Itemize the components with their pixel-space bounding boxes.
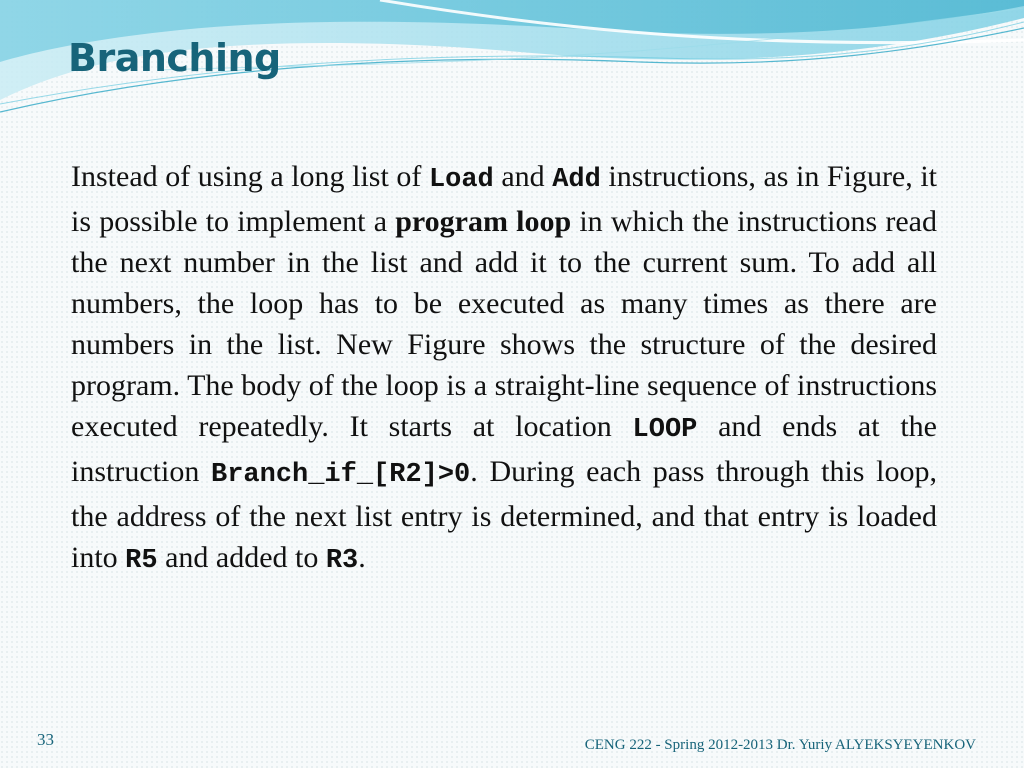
body-text-segment: and ends at the instruction (71, 410, 937, 488)
body-text-segment: and added to (157, 541, 326, 574)
slide-body-text (71, 156, 937, 582)
body-text-segment: and (493, 160, 553, 193)
code-branch-instruction: Branch_if_[R2]>0 (211, 460, 471, 490)
code-add: Add (552, 165, 601, 195)
term-program-loop: program loop (395, 205, 572, 238)
code-register-r5: R5 (125, 546, 158, 576)
footer-course-author: CENG 222 - Spring 2012-2013 Dr. Yuriy ALYEKSYEYENKOV (584, 737, 976, 753)
body-text-segment: . During each pass through this loop, the address of the next list entry is determined, and that entry is loaded into (71, 455, 937, 574)
body-text-segment: Instead of using a long list of (71, 160, 429, 193)
body-text-segment: . (358, 541, 366, 574)
code-load: Load (428, 165, 494, 195)
page-number: 33 (37, 730, 54, 749)
code-register-r3: R3 (325, 546, 359, 576)
code-loop-label: LOOP (632, 415, 698, 445)
body-text-segment: instructions, as in Figure, it is possible to implement a (71, 160, 937, 238)
slide-title: Branching (68, 36, 281, 80)
body-text-segment: in which the instructions read the next number in the list and add it to the current sum. To add all numbers, the loop has to be executed as many times as there are numbers in the list. New Figure shows the structure of the desired program. The body of the loop is a straight-line sequence of instructions executed repeatedly. It starts at location (71, 205, 937, 443)
